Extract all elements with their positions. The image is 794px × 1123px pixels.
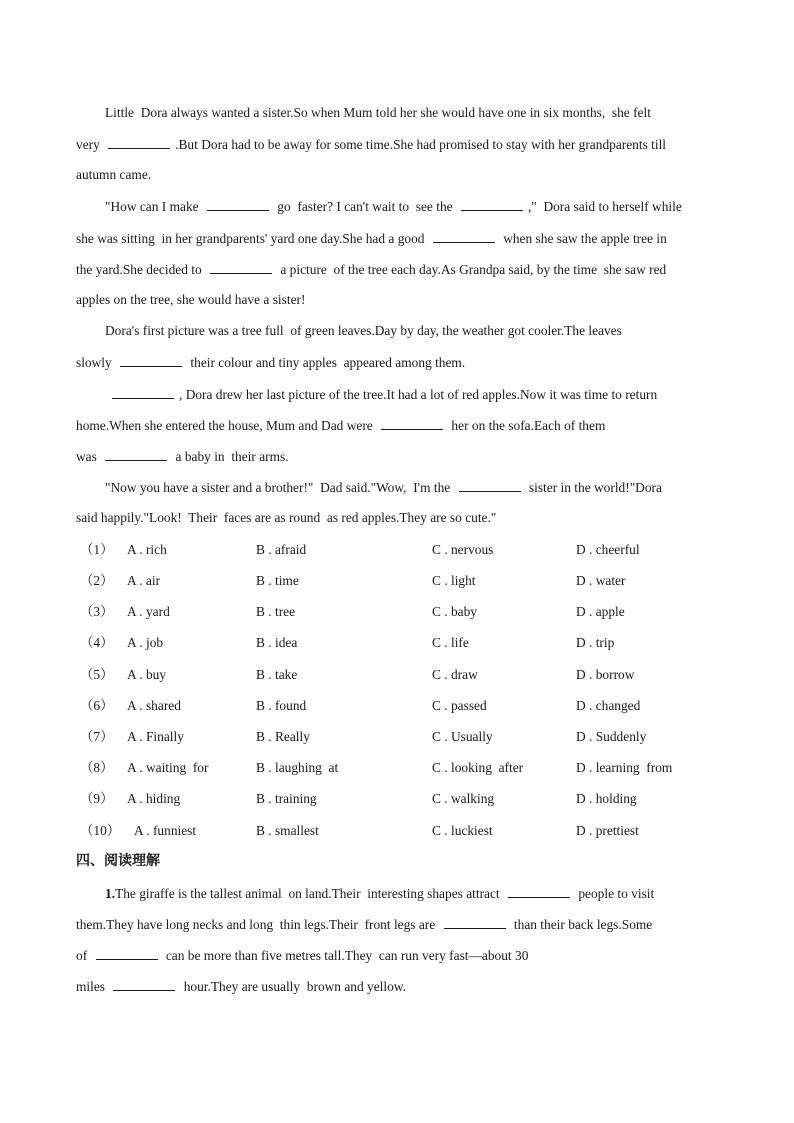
option-c[interactable]: C . draw bbox=[432, 667, 478, 682]
passage-text: sister in the world!"Dora bbox=[525, 480, 662, 495]
passage-line bbox=[76, 416, 605, 435]
passage-text: them.They have long necks and long thin legs.Their front legs are bbox=[76, 917, 439, 932]
question-number: 1. bbox=[105, 886, 116, 901]
question-number: （6） bbox=[80, 698, 114, 713]
passage-text: said happily."Look! Their faces are as round as red apples.They are so cute." bbox=[76, 510, 497, 525]
passage-text: apples on the tree, she would have a sister! bbox=[76, 292, 306, 307]
answer-blank[interactable] bbox=[444, 915, 506, 929]
answer-blank[interactable] bbox=[508, 884, 570, 898]
passage-line bbox=[76, 946, 528, 965]
passage-text: her on the sofa.Each of them bbox=[448, 418, 606, 433]
question-number: （3） bbox=[80, 604, 114, 619]
passage-text: can be more than five metres tall.They can run very fast—about 30 bbox=[162, 948, 529, 963]
answer-blank-8[interactable] bbox=[381, 416, 443, 430]
passage-text: ," Dora said to herself while bbox=[527, 199, 682, 214]
option-a[interactable]: A . funniest bbox=[134, 823, 197, 838]
question-number: （5） bbox=[80, 667, 114, 682]
passage-line bbox=[105, 322, 622, 340]
option-a[interactable]: A . Finally bbox=[127, 729, 184, 744]
question-number: （2） bbox=[80, 573, 114, 588]
question-number: （4） bbox=[80, 635, 114, 650]
passage-text: very bbox=[76, 137, 104, 152]
option-b[interactable]: B . smallest bbox=[256, 823, 319, 838]
option-d[interactable]: D . learning from bbox=[576, 760, 673, 775]
passage-text: of bbox=[76, 948, 91, 963]
passage-line bbox=[105, 884, 654, 903]
option-b[interactable]: B . Really bbox=[256, 729, 310, 744]
option-b[interactable]: B . time bbox=[256, 573, 299, 588]
passage-line bbox=[76, 229, 667, 248]
answer-blank[interactable] bbox=[96, 946, 158, 960]
passage-text: the yard.She decided to bbox=[76, 262, 206, 277]
passage-text: home.When she entered the house, Mum and Dad were bbox=[76, 418, 377, 433]
option-a[interactable]: A . waiting for bbox=[127, 760, 209, 775]
passage-text: miles bbox=[76, 979, 109, 994]
passage-text: go faster? I can't wait to see the bbox=[273, 199, 456, 214]
passage-text: slowly bbox=[76, 355, 116, 370]
option-c[interactable]: C . nervous bbox=[432, 542, 494, 557]
option-c[interactable]: C . Usually bbox=[432, 729, 493, 744]
passage-line bbox=[105, 197, 682, 216]
passage-line bbox=[105, 104, 651, 122]
passage-text: "How can I make bbox=[105, 199, 202, 214]
passage-text: "Now you have a sister and a brother!" Dad said."Wow, I'm the bbox=[105, 480, 454, 495]
option-d[interactable]: D . Suddenly bbox=[576, 729, 647, 744]
passage-line bbox=[76, 915, 652, 934]
passage-text: The giraffe is the tallest animal on land.Their interesting shapes attract bbox=[115, 886, 503, 901]
passage-line bbox=[105, 478, 662, 497]
passage-text: Little Dora always wanted a sister.So when Mum told her she would have one in six months, she felt bbox=[105, 105, 651, 120]
option-a[interactable]: A . air bbox=[127, 573, 161, 588]
option-d[interactable]: D . changed bbox=[576, 698, 641, 713]
question-number: （1） bbox=[80, 542, 114, 557]
option-b[interactable]: B . take bbox=[256, 667, 298, 682]
passage-line bbox=[76, 977, 406, 996]
passage-line bbox=[76, 509, 496, 527]
option-c[interactable]: C . life bbox=[432, 635, 469, 650]
option-d[interactable]: D . cheerful bbox=[576, 542, 640, 557]
answer-blank-5[interactable] bbox=[210, 260, 272, 274]
option-a[interactable]: A . rich bbox=[127, 542, 167, 557]
passage-text: autumn came. bbox=[76, 167, 152, 182]
option-a[interactable]: A . shared bbox=[127, 698, 181, 713]
option-a[interactable]: A . yard bbox=[127, 604, 170, 619]
passage-text: people to visit bbox=[575, 886, 655, 901]
passage-text: she was sitting in her grandparents' yard one day.She had a good bbox=[76, 231, 428, 246]
option-c[interactable]: C . baby bbox=[432, 604, 478, 619]
passage-line bbox=[76, 166, 151, 184]
option-c[interactable]: C . luckiest bbox=[432, 823, 493, 838]
option-c[interactable]: C . walking bbox=[432, 791, 495, 806]
option-a[interactable]: A . job bbox=[127, 635, 164, 650]
option-d[interactable]: D . trip bbox=[576, 635, 615, 650]
question-number: （8） bbox=[80, 760, 114, 775]
option-d[interactable]: D . apple bbox=[576, 604, 625, 619]
passage-text: , Dora drew her last picture of the tree.It had a lot of red apples.Now it was time to return bbox=[179, 387, 658, 402]
passage-line bbox=[76, 353, 465, 372]
option-b[interactable]: B . found bbox=[256, 698, 307, 713]
option-b[interactable]: B . tree bbox=[256, 604, 296, 619]
answer-blank-2[interactable] bbox=[207, 197, 269, 211]
question-number: （10） bbox=[80, 823, 121, 838]
option-b[interactable]: B . afraid bbox=[256, 542, 307, 557]
answer-blank-3[interactable] bbox=[461, 197, 523, 211]
option-c[interactable]: C . passed bbox=[432, 698, 487, 713]
option-d[interactable]: D . water bbox=[576, 573, 626, 588]
passage-text: Dora's first picture was a tree full of green leaves.Day by day, the weather got cooler.The leaves bbox=[105, 323, 622, 338]
passage-text: when she saw the apple tree in bbox=[499, 231, 667, 246]
passage-text: their colour and tiny apples appeared among them. bbox=[187, 355, 466, 370]
question-number: （9） bbox=[80, 791, 114, 806]
option-a[interactable]: A . buy bbox=[127, 667, 167, 682]
passage-text: a baby in their arms. bbox=[172, 449, 289, 464]
question-number: （7） bbox=[80, 729, 114, 744]
passage-text: hour.They are usually brown and yellow. bbox=[180, 979, 406, 994]
option-b[interactable]: B . idea bbox=[256, 635, 298, 650]
option-b[interactable]: B . training bbox=[256, 791, 317, 806]
passage-line bbox=[107, 385, 657, 404]
passage-text: a picture of the tree each day.As Grandpa said, by the time she saw red bbox=[277, 262, 667, 277]
option-a[interactable]: A . hiding bbox=[127, 791, 181, 806]
section-heading: 四、阅读理解 bbox=[76, 853, 160, 869]
passage-line bbox=[76, 291, 305, 309]
option-c[interactable]: C . looking after bbox=[432, 760, 524, 775]
passage-text: than their back legs.Some bbox=[510, 917, 653, 932]
answer-blank-7[interactable] bbox=[112, 385, 174, 399]
passage-text: was bbox=[76, 449, 101, 464]
option-d[interactable]: D . prettiest bbox=[576, 823, 639, 838]
answer-blank-9[interactable] bbox=[105, 447, 167, 461]
answer-blank-1[interactable] bbox=[108, 135, 170, 149]
passage-text: .But Dora had to be away for some time.She had promised to stay with her grandparents till bbox=[175, 137, 667, 152]
answer-blank-10[interactable] bbox=[459, 478, 521, 492]
passage-line bbox=[76, 135, 666, 154]
answer-blank-6[interactable] bbox=[120, 353, 182, 367]
option-d[interactable]: D . borrow bbox=[576, 667, 635, 682]
option-c[interactable]: C . light bbox=[432, 573, 476, 588]
answer-blank[interactable] bbox=[113, 977, 175, 991]
answer-blank-4[interactable] bbox=[433, 229, 495, 243]
option-d[interactable]: D . holding bbox=[576, 791, 637, 806]
passage-line bbox=[76, 447, 289, 466]
passage-line bbox=[76, 260, 666, 279]
option-b[interactable]: B . laughing at bbox=[256, 760, 339, 775]
